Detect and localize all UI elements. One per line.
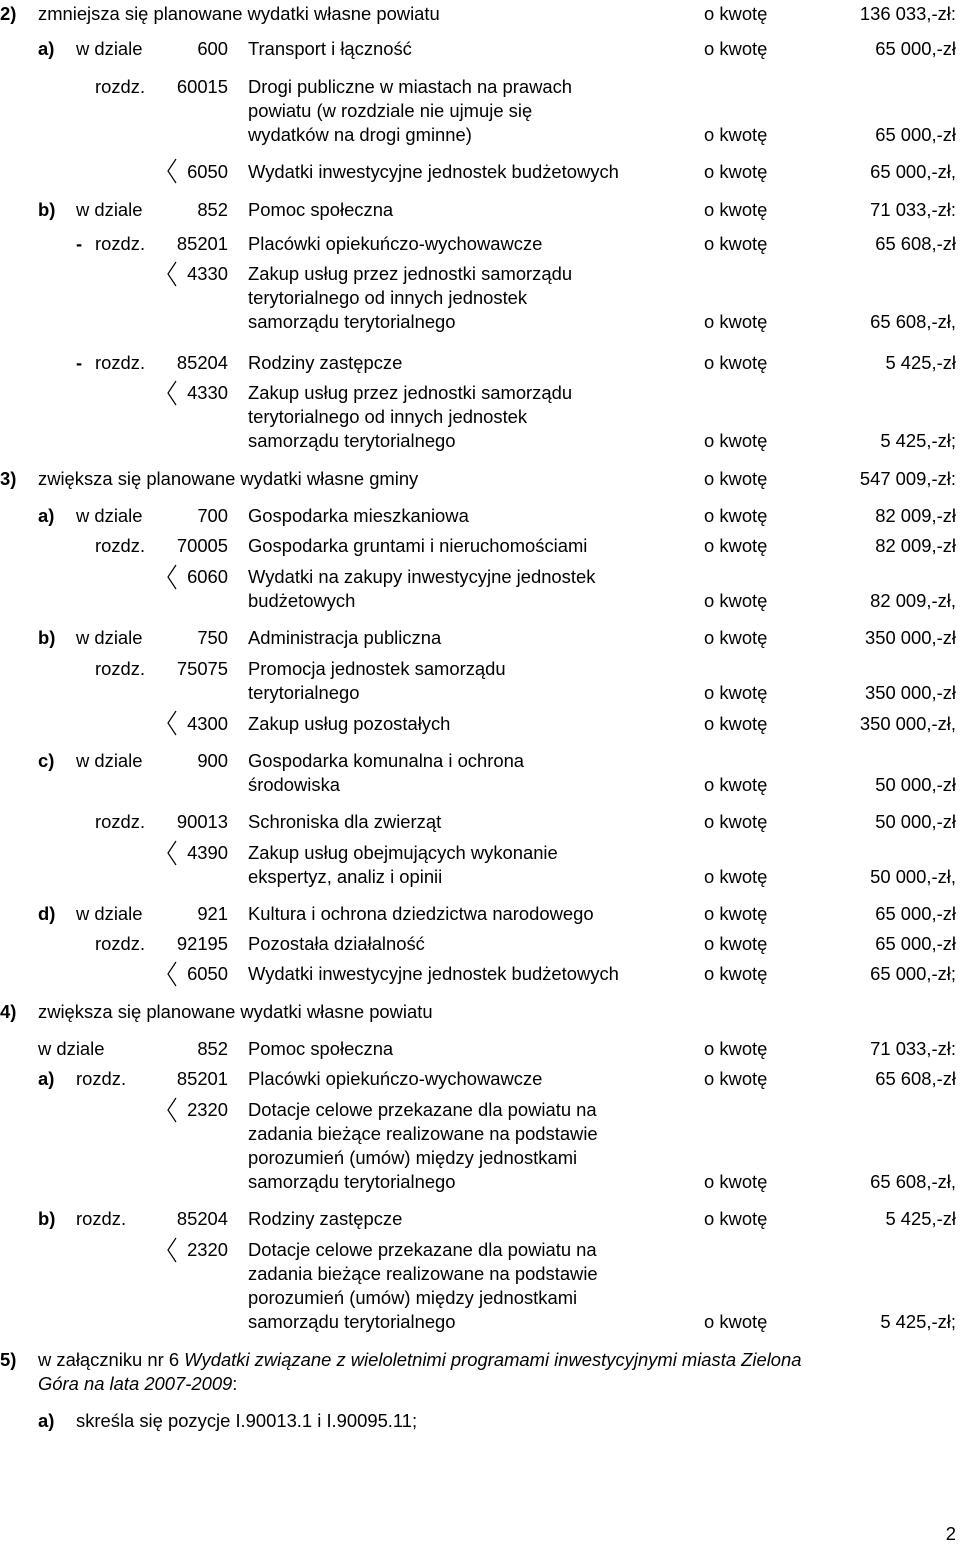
item-description: Zakup usług obejmujących wykonanie bbox=[248, 842, 558, 863]
item-description: samorządu terytorialnego bbox=[248, 1171, 456, 1192]
item-description: zadania bieżące realizowane na podstawie bbox=[248, 1123, 598, 1144]
classification-code: 600 bbox=[197, 38, 228, 59]
program-title: Góra na lata 2007-2009 bbox=[38, 1373, 233, 1394]
amount: 71 033,-zł: bbox=[870, 1038, 956, 1059]
rozdzial-label: rozdz. bbox=[95, 811, 146, 832]
amount: 65 608,-zł, bbox=[870, 311, 956, 332]
amount: 65 000,-zł, bbox=[870, 161, 956, 182]
item-label: b) bbox=[38, 199, 56, 220]
item-description: Wydatki na zakupy inwestycyjne jednostek bbox=[248, 566, 596, 587]
item-description: powiatu (w rozdziale nie ujmuje się bbox=[248, 100, 533, 121]
amount: 547 009,-zł: bbox=[859, 468, 956, 489]
item-description: Placówki opiekuńczo-wychowawcze bbox=[248, 1068, 543, 1089]
section-number: 4) bbox=[0, 1001, 17, 1022]
item-description: Zakup usług przez jednostki samorządu bbox=[248, 382, 573, 403]
kwota-label: o kwotę bbox=[704, 430, 768, 451]
kwota-label: o kwotę bbox=[704, 682, 768, 703]
item-label: a) bbox=[38, 505, 55, 526]
page-number: 2 bbox=[945, 1523, 956, 1544]
item-description: Gospodarka mieszkaniowa bbox=[248, 505, 469, 526]
item-description: Kultura i ochrona dziedzictwa narodowego bbox=[248, 903, 594, 924]
amount: 82 009,-zł bbox=[875, 505, 956, 526]
amount: 5 425,-zł; bbox=[880, 430, 956, 451]
amount: 65 000,-zł bbox=[875, 903, 956, 924]
amount: 50 000,-zł, bbox=[870, 866, 956, 887]
classification-code: 85201 bbox=[176, 233, 228, 254]
classification-code: 92195 bbox=[176, 933, 228, 954]
dzial-label: w dziale bbox=[76, 199, 143, 220]
rozdzial-label: rozdz. bbox=[95, 658, 146, 679]
item-description: Transport i łączność bbox=[248, 38, 412, 59]
item-label: b) bbox=[38, 627, 56, 648]
classification-code: 70005 bbox=[176, 535, 228, 556]
kwota-label: o kwotę bbox=[704, 1311, 768, 1332]
item-description: Promocja jednostek samorządu bbox=[248, 658, 506, 679]
dzial-label: w dziale bbox=[76, 750, 143, 771]
section-number: 3) bbox=[0, 468, 17, 489]
rozdzial-label: rozdz. bbox=[95, 535, 146, 556]
amount: 5 425,-zł bbox=[885, 352, 956, 373]
item-description: Pomoc społeczna bbox=[248, 199, 394, 220]
rozdzial-label: rozdz. bbox=[76, 1068, 127, 1089]
item-description: samorządu terytorialnego bbox=[248, 311, 456, 332]
item-description: zadania bieżące realizowane na podstawie bbox=[248, 1263, 598, 1284]
section-heading: zwiększa się planowane wydatki własne powiatu bbox=[38, 1001, 433, 1022]
section-text bbox=[38, 1348, 956, 1373]
classification-code: 75075 bbox=[176, 658, 228, 679]
item-description: terytorialnego od innych jednostek bbox=[248, 406, 528, 427]
item-description: Administracja publiczna bbox=[248, 627, 442, 648]
item-description: budżetowych bbox=[248, 590, 356, 611]
amount: 5 425,-zł bbox=[885, 1208, 956, 1229]
item-description: Schroniska dla zwierząt bbox=[248, 811, 442, 832]
classification-code: 4300 bbox=[187, 713, 228, 734]
amount: 65 608,-zł, bbox=[870, 1171, 956, 1192]
amount: 65 000,-zł; bbox=[870, 963, 956, 984]
item-description: Gospodarka komunalna i ochrona bbox=[248, 750, 525, 771]
item-description: samorządu terytorialnego bbox=[248, 1311, 456, 1332]
classification-code: 90013 bbox=[176, 811, 228, 832]
dzial-label: w dziale bbox=[76, 505, 143, 526]
classification-code: 2320 bbox=[187, 1239, 228, 1260]
item-description: Dotacje celowe przekazane dla powiatu na bbox=[248, 1099, 597, 1120]
rozdzial-label: rozdz. bbox=[95, 352, 146, 373]
kwota-label: o kwotę bbox=[704, 811, 768, 832]
section-heading: zmniejsza się planowane wydatki własne powiatu bbox=[38, 3, 440, 24]
kwota-label: o kwotę bbox=[704, 535, 768, 556]
kwota-label: o kwotę bbox=[704, 903, 768, 924]
dash-marker: - bbox=[76, 352, 83, 373]
amount: 50 000,-zł bbox=[875, 774, 956, 795]
amount: 82 009,-zł, bbox=[870, 590, 956, 611]
item-label: c) bbox=[38, 750, 55, 771]
item-description: wydatków na drogi gminne) bbox=[248, 124, 472, 145]
classification-code: 4330 bbox=[187, 382, 228, 403]
item-description: Gospodarka gruntami i nieruchomościami bbox=[248, 535, 588, 556]
item-label: a) bbox=[38, 38, 55, 59]
section-text-plain: w załączniku nr 6 bbox=[38, 1349, 185, 1370]
dzial-label: w dziale bbox=[76, 627, 143, 648]
kwota-label: o kwotę bbox=[704, 124, 768, 145]
amount: 65 000,-zł bbox=[875, 38, 956, 59]
amount: 71 033,-zł: bbox=[870, 199, 956, 220]
section-text bbox=[38, 1372, 956, 1397]
item-description: Pomoc społeczna bbox=[248, 1038, 394, 1059]
kwota-label: o kwotę bbox=[704, 505, 768, 526]
item-description: Rodziny zastępcze bbox=[248, 1208, 403, 1229]
item-description: Zakup usług przez jednostki samorządu bbox=[248, 263, 573, 284]
amount: 5 425,-zł; bbox=[880, 1311, 956, 1332]
classification-code: 85204 bbox=[176, 1208, 228, 1229]
classification-code: 2320 bbox=[187, 1099, 228, 1120]
item-description: skreśla się pozycje I.90013.1 i I.90095.11; bbox=[76, 1410, 418, 1431]
classification-code: 60015 bbox=[176, 76, 228, 97]
amount: 50 000,-zł bbox=[875, 811, 956, 832]
item-description: Wydatki inwestycyjne jednostek budżetowych bbox=[248, 161, 619, 182]
item-description: Wydatki inwestycyjne jednostek budżetowych bbox=[248, 963, 619, 984]
item-label: a) bbox=[38, 1410, 55, 1431]
amount: 136 033,-zł: bbox=[859, 3, 956, 24]
item-description: Pozostała działalność bbox=[248, 933, 425, 954]
classification-code: 4330 bbox=[187, 263, 228, 284]
classification-code: 4390 bbox=[187, 842, 228, 863]
item-description: Zakup usług pozostałych bbox=[248, 713, 451, 734]
section-text-plain: : bbox=[232, 1373, 238, 1394]
kwota-label: o kwotę bbox=[704, 1208, 768, 1229]
amount: 82 009,-zł bbox=[875, 535, 956, 556]
dzial-label: w dziale bbox=[38, 1038, 105, 1059]
item-description: Rodziny zastępcze bbox=[248, 352, 403, 373]
item-description: porozumień (umów) między jednostkami bbox=[248, 1147, 578, 1168]
dzial-label: w dziale bbox=[76, 38, 143, 59]
classification-code: 852 bbox=[197, 199, 228, 220]
kwota-label: o kwotę bbox=[704, 774, 768, 795]
classification-code: 921 bbox=[197, 903, 228, 924]
item-label: a) bbox=[38, 1068, 55, 1089]
item-description: Placówki opiekuńczo-wychowawcze bbox=[248, 233, 543, 254]
rozdzial-label: rozdz. bbox=[76, 1208, 127, 1229]
section-heading: zwiększa się planowane wydatki własne gminy bbox=[38, 468, 419, 489]
kwota-label: o kwotę bbox=[704, 352, 768, 373]
kwota-label: o kwotę bbox=[704, 1038, 768, 1059]
classification-code: 6050 bbox=[187, 161, 228, 182]
rozdzial-label: rozdz. bbox=[95, 76, 146, 97]
item-description: Dotacje celowe przekazane dla powiatu na bbox=[248, 1239, 597, 1260]
classification-code: 900 bbox=[197, 750, 228, 771]
amount: 65 000,-zł bbox=[875, 933, 956, 954]
kwota-label: o kwotę bbox=[704, 1068, 768, 1089]
kwota-label: o kwotę bbox=[704, 199, 768, 220]
kwota-label: o kwotę bbox=[704, 590, 768, 611]
kwota-label: o kwotę bbox=[704, 233, 768, 254]
kwota-label: o kwotę bbox=[704, 933, 768, 954]
item-label: d) bbox=[38, 903, 56, 924]
item-description: terytorialnego bbox=[248, 682, 360, 703]
amount: 350 000,-zł bbox=[865, 682, 956, 703]
kwota-label: o kwotę bbox=[704, 38, 768, 59]
classification-code: 6050 bbox=[187, 963, 228, 984]
rozdzial-label: rozdz. bbox=[95, 933, 146, 954]
kwota-label: o kwotę bbox=[704, 627, 768, 648]
classification-code: 750 bbox=[197, 627, 228, 648]
kwota-label: o kwotę bbox=[704, 468, 768, 489]
classification-code: 700 bbox=[197, 505, 228, 526]
amount: 350 000,-zł bbox=[865, 627, 956, 648]
kwota-label: o kwotę bbox=[704, 161, 768, 182]
kwota-label: o kwotę bbox=[704, 1171, 768, 1192]
kwota-label: o kwotę bbox=[704, 866, 768, 887]
classification-code: 85201 bbox=[176, 1068, 228, 1089]
amount: 65 000,-zł bbox=[875, 124, 956, 145]
item-description: ekspertyz, analiz i opinii bbox=[248, 866, 443, 887]
kwota-label: o kwotę bbox=[704, 713, 768, 734]
rozdzial-label: rozdz. bbox=[95, 233, 146, 254]
item-description: środowiska bbox=[248, 774, 340, 795]
kwota-label: o kwotę bbox=[704, 963, 768, 984]
item-description: porozumień (umów) między jednostkami bbox=[248, 1287, 578, 1308]
section-number: 2) bbox=[0, 3, 17, 24]
item-label: b) bbox=[38, 1208, 56, 1229]
classification-code: 85204 bbox=[176, 352, 228, 373]
dash-marker: - bbox=[76, 233, 83, 254]
item-description: samorządu terytorialnego bbox=[248, 430, 456, 451]
dzial-label: w dziale bbox=[76, 903, 143, 924]
item-description: terytorialnego od innych jednostek bbox=[248, 287, 528, 308]
section-number: 5) bbox=[0, 1349, 17, 1370]
amount: 65 608,-zł bbox=[875, 1068, 956, 1089]
kwota-label: o kwotę bbox=[704, 311, 768, 332]
item-description: Drogi publiczne w miastach na prawach bbox=[248, 76, 573, 97]
program-title: Wydatki związane z wieloletnimi programami inwestycyjnymi miasta Zielona bbox=[184, 1349, 802, 1370]
amount: 350 000,-zł, bbox=[859, 713, 956, 734]
kwota-label: o kwotę bbox=[704, 3, 768, 24]
classification-code: 852 bbox=[197, 1038, 228, 1059]
amount: 65 608,-zł bbox=[875, 233, 956, 254]
classification-code: 6060 bbox=[187, 566, 228, 587]
